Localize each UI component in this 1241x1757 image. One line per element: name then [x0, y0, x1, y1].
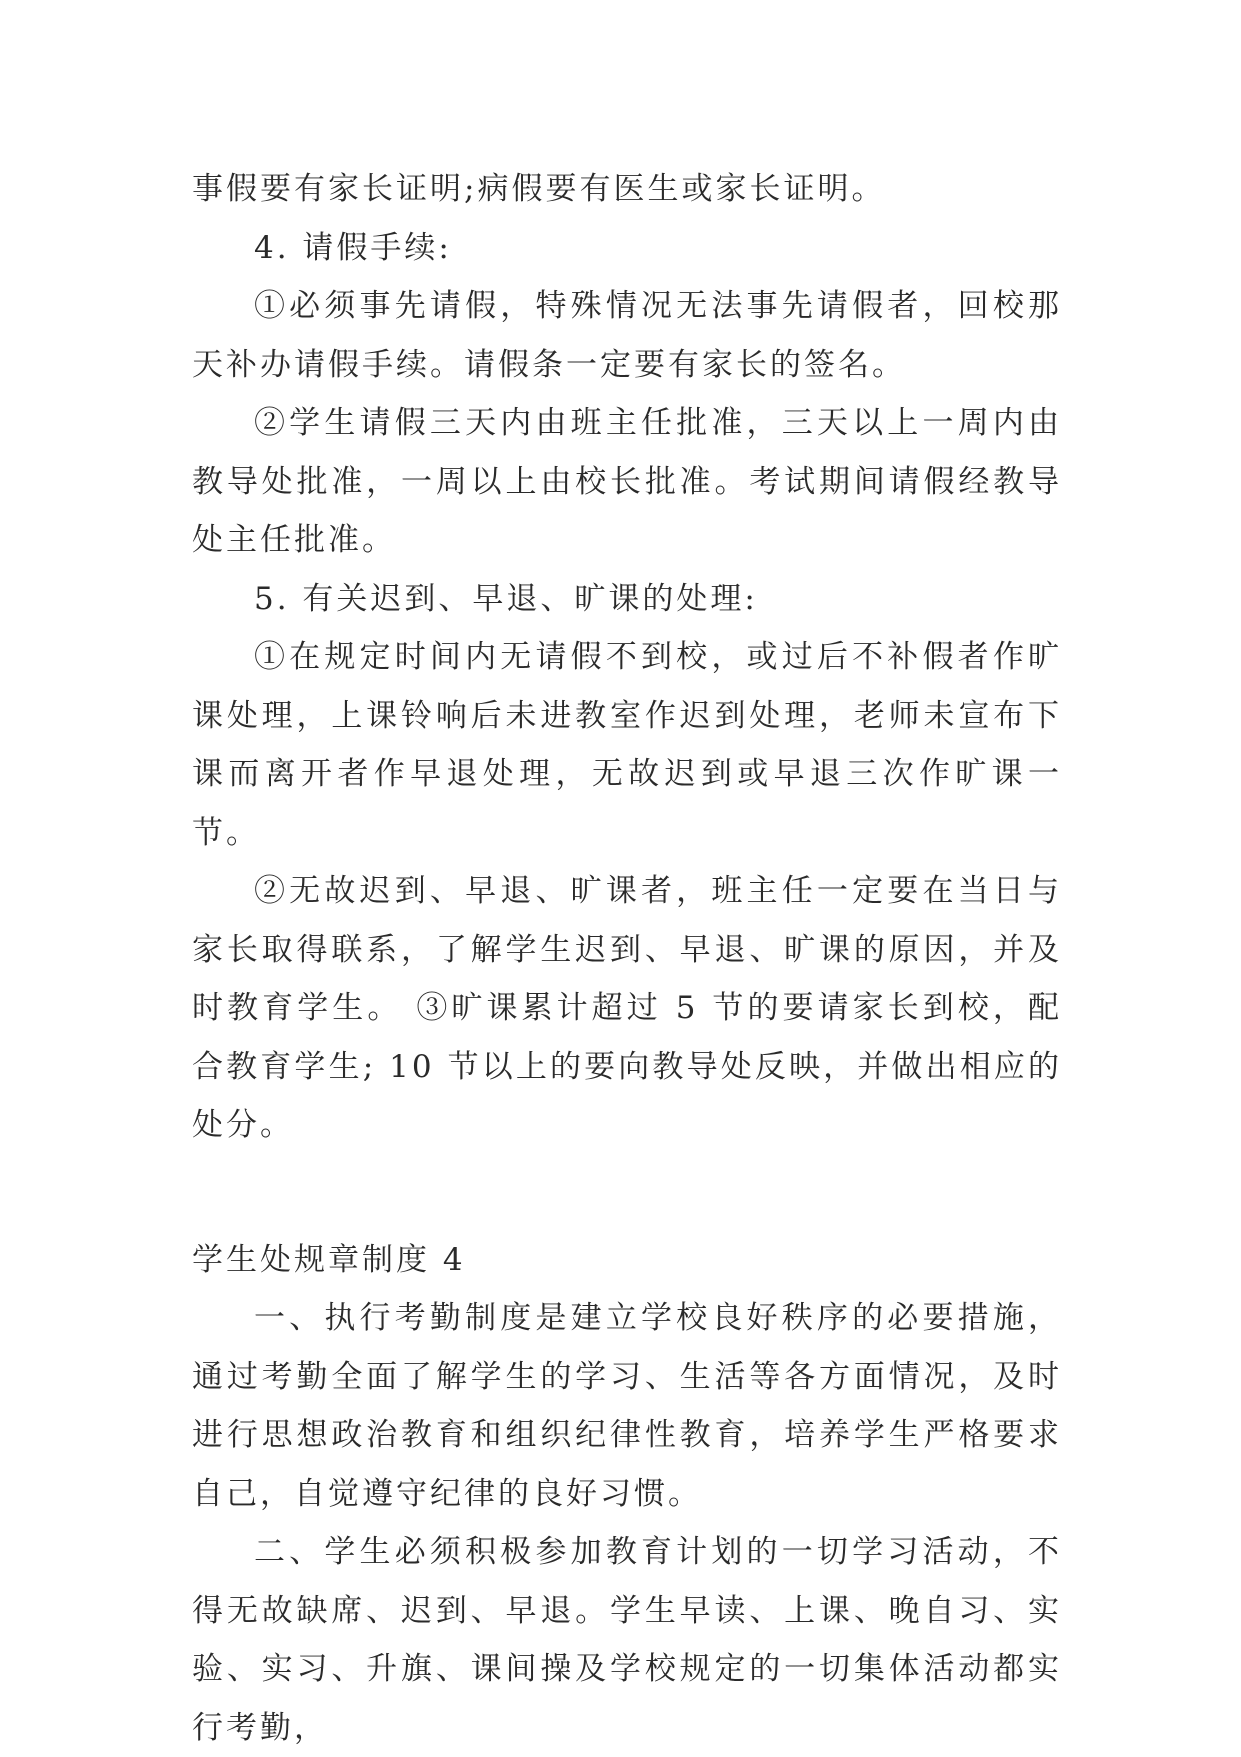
paragraph-attendance-purpose: 一、执行考勤制度是建立学校良好秩序的必要措施，通过考勤全面了解学生的学习、生活等各方面情况，及时进行思想政治教育和组织纪律性教育，培养学生严格要求自己，自觉遵守纪律的良好习惯。 [192, 1300, 1062, 1512]
paragraph-lateness-heading: 5. 有关迟到、早退、旷课的处理: [254, 580, 758, 617]
section-spacer [192, 1155, 1062, 1231]
paragraph-leave-proof: 事假要有家长证明;病假要有医生或家长证明。 [192, 171, 886, 207]
section-heading: 学生处规章制度 4 [192, 1241, 466, 1278]
paragraph-lateness-rules: ①在规定时间内无请假不到校，或过后不补假者作旷课处理，上课铃响后未进教室作迟到处理，老师未宣布下课而离开者作早退处理，无故迟到或早退三次作旷课一节。 [192, 639, 1062, 851]
paragraph-leave-approval: ②学生请假三天内由班主任批准，三天以上一周内由教导处批准，一周以上由校长批准。考试期间请假经教导处主任批准。 [192, 405, 1062, 558]
paragraph-leave-procedure-heading: 4. 请假手续: [254, 229, 452, 266]
document-page [192, 160, 1062, 1757]
paragraph-lateness-followup: ②无故迟到、早退、旷课者，班主任一定要在当日与家长取得联系，了解学生迟到、早退、旷课的原因，并及时教育学生。 ③旷课累计超过 5 节的要请家长到校，配合教育学生; 10 节以上的要向教导处反映，并做出相应的处分。 [192, 873, 1062, 1143]
paragraph-leave-advance: ①必须事先请假，特殊情况无法事先请假者，回校那天补办请假手续。请假条一定要有家长的签名。 [192, 288, 1062, 383]
paragraph-attendance-scope: 二、学生必须积极参加教育计划的一切学习活动，不得无故缺席、迟到、早退。学生早读、上课、晚自习、实验、实习、升旗、课间操及学校规定的一切集体活动都实行考勤， [192, 1534, 1062, 1746]
